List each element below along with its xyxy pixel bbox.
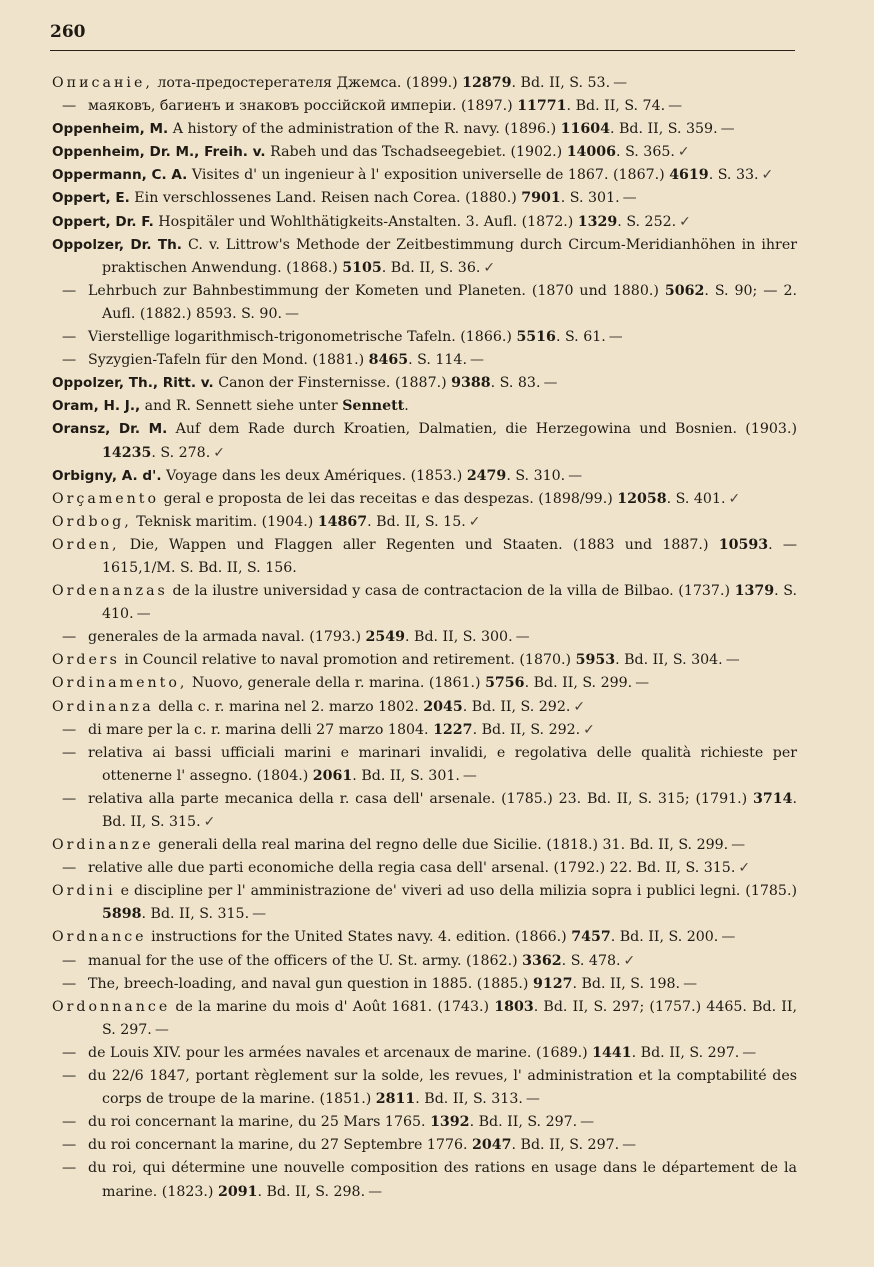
- entry-text: de la marine du mois d' Août 1681. (1743.): [170, 998, 495, 1015]
- entry-number: 3714: [752, 790, 793, 807]
- catalog-entry: [52, 465, 797, 488]
- entry-heading: Ordbog,: [52, 513, 132, 530]
- entry-reference: . S. 33.: [708, 167, 759, 184]
- entry-heading: Oppolzer, Dr. Th.: [52, 236, 182, 253]
- entry-reference: .: [404, 398, 409, 415]
- entry-reference: . S. 61.: [555, 329, 606, 346]
- catalog-entry: [52, 1157, 797, 1203]
- catalog-entry: [52, 788, 797, 834]
- entry-number: 11604: [560, 121, 610, 138]
- entry-reference: . S. 83.: [490, 375, 541, 392]
- check-mark-icon: ✓: [203, 814, 216, 830]
- tick-dash-mark: —: [622, 1137, 637, 1154]
- entry-number: 7901: [521, 190, 561, 207]
- entry-reference: . S. 301.: [560, 190, 620, 207]
- entry-reference: . Bd. II, S. 297.: [631, 1044, 740, 1061]
- entry-reference: . Bd. II, S. 292.: [472, 721, 581, 738]
- entry-text: Voyage dans les deux Amériques. (1853.): [161, 467, 467, 484]
- entry-heading: Ordonnance: [52, 998, 171, 1015]
- entry-heading: Ordinanza: [52, 698, 154, 715]
- entry-text: Teknisk maritim. (1904.): [131, 513, 318, 530]
- entry-text: Nuovo, generale della r. marina. (1861.): [187, 675, 486, 692]
- entry-number: 12058: [617, 490, 667, 507]
- entry-reference: . Bd. II, S. 359.: [609, 121, 718, 138]
- ditto-dash: —: [62, 282, 77, 299]
- catalog-entry: [52, 72, 797, 95]
- catalog-entry: [52, 211, 797, 234]
- ditto-dash: —: [62, 952, 77, 969]
- entry-text: generali della real marina del regno delle due Sicilie. (1818.) 31. Bd. II, S. 299.: [153, 837, 729, 854]
- entry-number: 14867: [317, 513, 368, 530]
- catalog-entry: [52, 280, 797, 326]
- entry-heading: Oram, H. J.,: [52, 398, 141, 415]
- tick-dash-mark: —: [525, 1091, 540, 1108]
- entry-reference: . Bd. II, S. 200.: [610, 929, 719, 946]
- entry-text: du 22/6 1847, portant règlement sur la solde, les revues, l' administration et la comptabilité des corps de troupe de la marine. (1851.): [88, 1068, 797, 1108]
- header-rule: [50, 50, 795, 51]
- entry-text: relative alle due parti economiche della regia casa dell' arsenal. (1792.) 22. Bd. II, S. 315.: [88, 860, 736, 877]
- entry-number: 11771: [517, 98, 567, 115]
- entry-number: 1329: [577, 213, 618, 230]
- entry-text: di mare per la c. r. marina delli 27 marzo 1804.: [88, 721, 434, 738]
- entry-text: Lehrbuch zur Bahnbestimmung der Kometen und Planeten. (1870 und 1880.): [88, 282, 665, 299]
- entry-text: della c. r. marina nel 2. marzo 1802.: [153, 698, 424, 715]
- ditto-dash: —: [62, 744, 77, 761]
- entry-heading: Ordini: [52, 883, 116, 900]
- tick-dash-mark: —: [721, 929, 736, 946]
- entry-text: relativa alla parte mecanica della r. casa dell' arsenale. (1785.) 23. Bd. II, S. 315; (1791.): [88, 790, 753, 807]
- entry-text: C. v. Littrow's Methode der Zeitbestimmung durch Circum-Meridianhöhen in ihrer praktischen Anwendung. (1868.): [102, 236, 798, 276]
- tick-dash-mark: —: [725, 652, 740, 669]
- entry-heading: Ordnance: [52, 929, 147, 946]
- entry-number: 2047: [472, 1137, 512, 1154]
- entry-heading: Oransz, Dr. M.: [52, 421, 168, 438]
- tick-dash-mark: —: [568, 467, 583, 484]
- catalog-entry: [52, 742, 797, 788]
- entry-text: du roi concernant la marine, du 25 Mars 1765.: [88, 1114, 431, 1131]
- catalog-entry: [52, 626, 797, 649]
- check-mark-icon: ✓: [738, 860, 751, 877]
- ditto-dash: —: [62, 975, 77, 992]
- entry-heading: Oppenheim, Dr. M., Freih. v.: [52, 144, 266, 161]
- entry-number: 2061: [312, 767, 353, 784]
- entry-text: relativa ai bassi ufficiali marini e marinari invalidi, e regolativa delle qualità richieste per ottenerne l' assegno. (1804.): [88, 744, 797, 784]
- entry-reference: . Bd. II, S. 300.: [405, 629, 513, 646]
- entry-number: 4619: [669, 167, 709, 184]
- entry-text: Visites d' un ingenieur à l' exposition universelle de 1867. (1867.): [187, 167, 670, 184]
- tick-dash-mark: —: [284, 305, 299, 322]
- entry-heading: Oppolzer, Th., Ritt. v.: [52, 375, 214, 392]
- catalog-entry: [52, 118, 797, 141]
- entry-number: 5898: [102, 906, 142, 923]
- entry-text: geral e proposta de lei das receitas e das despezas. (1898/99.): [159, 490, 618, 507]
- ditto-dash: —: [62, 1114, 77, 1131]
- check-mark-icon: ✓: [728, 490, 741, 507]
- tick-dash-mark: —: [136, 606, 151, 623]
- ditto-dash: —: [62, 860, 77, 877]
- catalog-entry: [52, 834, 797, 857]
- entry-text: manual for the use of the officers of the U. St. army. (1862.): [88, 952, 523, 969]
- tick-dash-mark: —: [668, 98, 683, 115]
- ditto-dash: —: [62, 98, 77, 115]
- entry-reference: . Bd. II, S. 313.: [415, 1091, 523, 1108]
- catalog-entry: [52, 488, 797, 511]
- ditto-dash: —: [62, 1068, 77, 1085]
- entry-text: маяковъ, багиенъ и знаковъ россійской имперіи. (1897.): [88, 98, 518, 115]
- catalog-entry: [52, 95, 797, 118]
- catalog-entry: [52, 164, 797, 187]
- entry-heading: Ordinanze: [52, 837, 154, 854]
- ditto-dash: —: [62, 1137, 77, 1154]
- catalog-entry: [52, 511, 797, 534]
- entry-text: Syzygien-Tafeln für den Mond. (1881.): [88, 352, 369, 369]
- tick-dash-mark: —: [368, 1183, 383, 1200]
- entry-reference: . S. 310.: [506, 467, 566, 484]
- tick-dash-mark: —: [622, 190, 637, 207]
- entry-reference: . S. 278.: [151, 444, 211, 461]
- catalog-entry: [52, 418, 797, 464]
- entry-text: in Council relative to naval promotion and retirement. (1870.): [119, 652, 576, 669]
- entry-number: 5105: [342, 259, 382, 276]
- entry-reference: . Bd. II, S. 74.: [566, 98, 666, 115]
- check-mark-icon: ✓: [213, 444, 225, 461]
- entry-heading: Oppert, Dr. F.: [52, 213, 154, 230]
- entry-heading: Ordinamento,: [52, 675, 188, 692]
- entry-number: Sennett: [342, 398, 405, 415]
- catalog-entry: [52, 649, 797, 672]
- entry-number: 2811: [375, 1091, 416, 1108]
- catalog-entry: [52, 672, 797, 695]
- entry-text: лота-предостерегателя Джемса. (1899.): [152, 75, 463, 91]
- entry-text: Canon der Finsternisse. (1887.): [213, 375, 452, 392]
- ditto-dash: —: [62, 1160, 77, 1177]
- tick-dash-mark: —: [635, 675, 650, 692]
- catalog-entry: [52, 534, 797, 580]
- entry-text: generales de la armada naval. (1793.): [88, 629, 366, 646]
- entry-number: 7457: [571, 929, 611, 946]
- entry-text: Vierstellige logarithmisch-trigonometrische Tafeln. (1866.): [88, 329, 517, 346]
- entry-reference: . S. 252.: [617, 213, 677, 230]
- entry-number: 1227: [433, 721, 473, 738]
- catalog-entry: [52, 1042, 797, 1065]
- entry-reference: . Bd. II, S. 53.: [511, 75, 611, 91]
- tick-dash-mark: —: [613, 75, 628, 91]
- catalog-entry: [52, 973, 797, 996]
- tick-dash-mark: —: [252, 906, 267, 923]
- catalog-entry: [52, 395, 797, 418]
- tick-dash-mark: —: [720, 121, 735, 138]
- entry-text: du roi, qui détermine une nouvelle composition des rations en usage dans le département de la marine. (1823.): [88, 1160, 797, 1200]
- tick-dash-mark: —: [515, 629, 530, 646]
- entry-reference: . Bd. II, S. 15.: [367, 513, 466, 530]
- entry-reference: . S. 401.: [666, 490, 726, 507]
- tick-dash-mark: —: [742, 1044, 757, 1061]
- check-mark-icon: ✓: [468, 513, 481, 530]
- ditto-dash: —: [62, 790, 77, 807]
- entry-number: 14235: [102, 444, 152, 461]
- catalog-entry: [52, 880, 797, 926]
- tick-dash-mark: —: [462, 767, 477, 784]
- entry-reference: . Bd. II, S. 297; (1757.) 4465. Bd. II, S. 297.: [102, 998, 798, 1038]
- entry-number: 9388: [451, 375, 491, 392]
- entry-reference: . — 1615,1/M. S. Bd. II, S. 156.: [102, 536, 798, 576]
- entry-heading: Описаніе,: [52, 75, 153, 91]
- entry-reference: . Bd. II, S. 297.: [511, 1137, 620, 1154]
- catalog-entry: [52, 349, 797, 372]
- entry-text: Rabeh und das Tschadseegebiet. (1902.): [265, 144, 567, 161]
- entry-number: 1379: [734, 583, 775, 600]
- check-mark-icon: ✓: [761, 167, 774, 184]
- catalog-entry: [52, 580, 797, 626]
- entry-reference: . Bd. II, S. 36.: [381, 259, 481, 276]
- entry-number: 5062: [664, 282, 705, 299]
- tick-dash-mark: —: [154, 1021, 169, 1038]
- entry-number: 3362: [522, 952, 562, 969]
- tick-dash-mark: —: [580, 1114, 595, 1131]
- catalog-entry: [52, 1134, 797, 1157]
- entry-text: instructions for the United States navy. 4. edition. (1866.): [146, 929, 572, 946]
- entry-heading: Oppert, E.: [52, 190, 130, 207]
- entry-heading: Orçamento: [52, 490, 160, 507]
- ditto-dash: —: [62, 352, 77, 369]
- tick-dash-mark: —: [543, 375, 558, 392]
- catalog-entry: [52, 696, 797, 719]
- entry-text: de la ilustre universidad y casa de contractacion de la villa de Bilbao. (1737.): [167, 583, 735, 600]
- entry-number: 1441: [592, 1044, 632, 1061]
- catalog-entry: [52, 234, 797, 280]
- entry-text: du roi concernant la marine, du 27 Septembre 1776.: [88, 1137, 473, 1154]
- catalog-entry: [52, 372, 797, 395]
- catalog-entries: [52, 72, 797, 1204]
- entry-reference: . S. 410.: [102, 583, 797, 623]
- entry-number: 2549: [365, 629, 405, 646]
- catalog-entry: [52, 326, 797, 349]
- entry-reference: . Bd. II, S. 304.: [615, 652, 723, 669]
- entry-text: de Louis XIV. pour les armées navales et arcenaux de marine. (1689.): [88, 1044, 593, 1061]
- catalog-entry: [52, 996, 797, 1042]
- ditto-dash: —: [62, 329, 77, 346]
- check-mark-icon: ✓: [677, 144, 690, 161]
- check-mark-icon: ✓: [679, 213, 691, 230]
- entry-reference: . Bd. II, S. 301.: [352, 767, 460, 784]
- entry-reference: . Bd. II, S. 315.: [102, 790, 797, 830]
- page-number: 260: [50, 22, 86, 42]
- entry-reference: . S. 90; — 2. Aufl. (1882.) 8593. S. 90.: [102, 282, 797, 322]
- entry-reference: . Bd. II, S. 299.: [524, 675, 633, 692]
- entry-number: 5756: [485, 675, 525, 692]
- catalog-entry: [52, 950, 797, 973]
- catalog-entry: [52, 926, 797, 949]
- entry-reference: . S. 114.: [408, 352, 467, 369]
- entry-number: 10593: [718, 536, 769, 553]
- entry-heading: Oppenheim, M.: [52, 121, 169, 138]
- entry-number: 14006: [566, 144, 617, 161]
- catalog-entry: [52, 141, 797, 164]
- check-mark-icon: ✓: [483, 259, 496, 276]
- entry-text: Die, Wappen und Flaggen aller Regenten und Staaten. (1883 und 1887.): [119, 536, 719, 553]
- ditto-dash: —: [62, 721, 77, 738]
- entry-reference: . Bd. II, S. 315.: [141, 906, 250, 923]
- entry-number: 9127: [532, 975, 573, 992]
- entry-reference: . Bd. II, S. 298.: [257, 1183, 366, 1200]
- entry-reference: . S. 365.: [616, 144, 675, 161]
- entry-reference: . Bd. II, S. 297.: [469, 1114, 578, 1131]
- entry-text: and R. Sennett siehe unter: [140, 398, 343, 415]
- ditto-dash: —: [62, 1044, 77, 1061]
- entry-text: A history of the administration of the R. navy. (1896.): [168, 121, 561, 138]
- catalog-entry: [52, 1065, 797, 1111]
- catalog-entry: [52, 857, 797, 880]
- catalog-entry: [52, 187, 797, 210]
- entry-reference: . Bd. II, S. 198.: [572, 975, 681, 992]
- entry-text: Auf dem Rade durch Kroatien, Dalmatien, die Herzegowina und Bosnien. (1903.): [167, 421, 797, 438]
- entry-number: 2091: [217, 1183, 258, 1200]
- entry-text: e discipline per l' amministrazione de' viveri ad uso della milizia sopra i publici legni. (1785.): [115, 883, 797, 900]
- ditto-dash: —: [62, 629, 77, 646]
- entry-number: 8465: [368, 352, 409, 369]
- check-mark-icon: ✓: [623, 952, 636, 969]
- entry-number: 2045: [423, 698, 463, 715]
- entry-reference: . Bd. II, S. 292.: [462, 698, 571, 715]
- entry-heading: Oppermann, C. A.: [52, 167, 188, 184]
- entry-number: 12879: [462, 75, 512, 91]
- entry-number: 5953: [575, 652, 616, 669]
- check-mark-icon: ✓: [573, 698, 586, 715]
- entry-heading: Orbigny, A. d'.: [52, 467, 162, 484]
- tick-dash-mark: —: [683, 975, 698, 992]
- tick-dash-mark: —: [608, 329, 623, 346]
- entry-number: 1392: [430, 1114, 470, 1131]
- entry-heading: Ordenanzas: [52, 583, 168, 600]
- entry-number: 5516: [516, 329, 556, 346]
- entry-text: Ein verschlossenes Land. Reisen nach Corea. (1880.): [129, 190, 522, 207]
- entry-text: The, breech-loading, and naval gun question in 1885. (1885.): [88, 975, 533, 992]
- check-mark-icon: ✓: [583, 721, 595, 738]
- entry-reference: . S. 478.: [561, 952, 621, 969]
- entry-heading: Orden,: [52, 536, 120, 553]
- catalog-entry: [52, 719, 797, 742]
- entry-number: 2479: [466, 467, 507, 484]
- tick-dash-mark: —: [469, 352, 484, 369]
- tick-dash-mark: —: [731, 837, 746, 854]
- entry-text: Hospitäler und Wohlthätigkeits-Anstalten. 3. Aufl. (1872.): [153, 213, 578, 230]
- entry-heading: Orders: [52, 652, 120, 669]
- entry-number: 1803: [494, 998, 534, 1015]
- catalog-entry: [52, 1111, 797, 1134]
